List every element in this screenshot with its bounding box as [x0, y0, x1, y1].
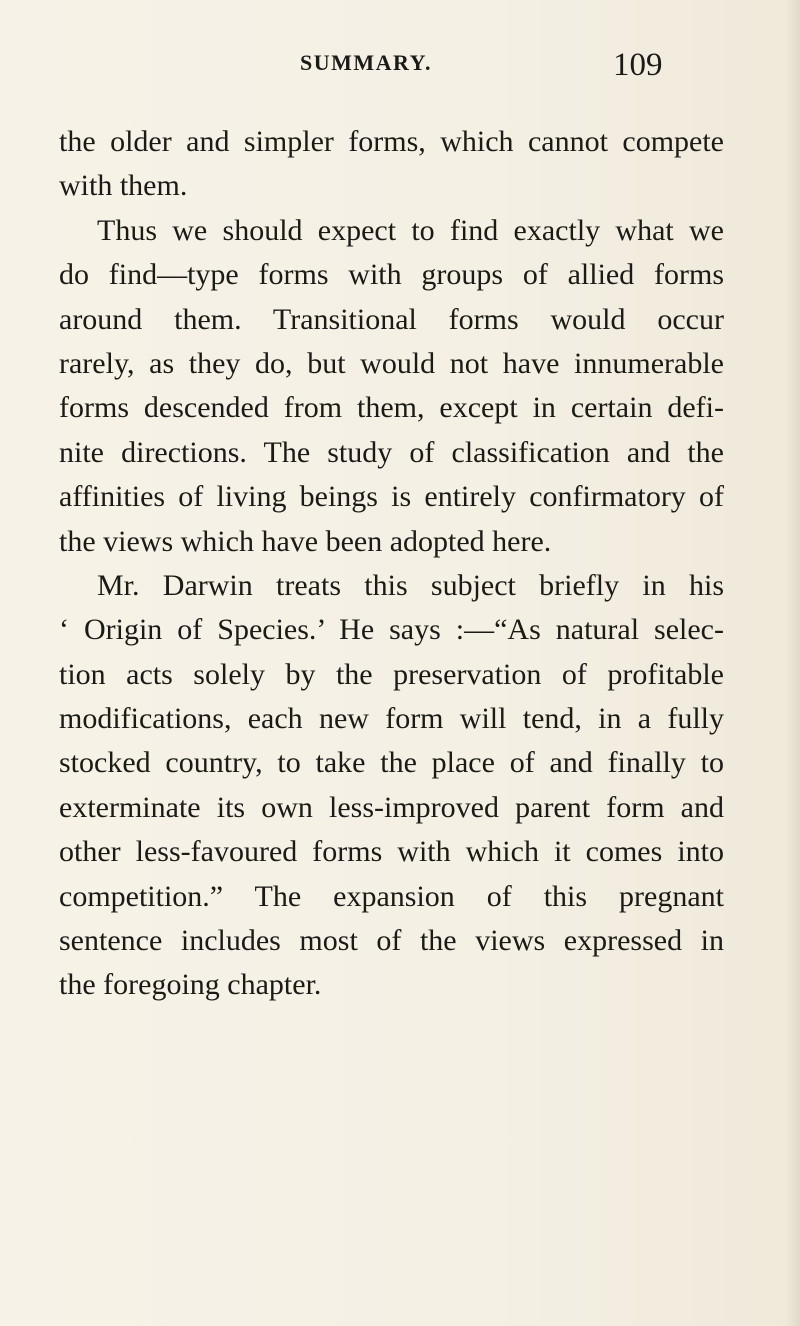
body-text — [59, 120, 724, 1008]
page-edge-shadow — [786, 0, 800, 1326]
page-number: 109 — [613, 47, 663, 83]
text-line: nite directions. The study of classification and the — [59, 435, 724, 469]
text-line: do find—type forms with groups of allied forms — [59, 258, 724, 292]
text-line: the older and simpler forms, which cannot compete — [59, 125, 724, 158]
text-line: ‘ Origin of Species.’ He says :—“As natural selec- — [59, 613, 724, 647]
text-line: stocked country, to take the place of and finally to — [59, 746, 724, 780]
text-line: sentence includes most of the views expressed in — [59, 924, 724, 958]
text-line: competition.” The expansion of this pregnant — [59, 879, 724, 913]
text-line: modifications, each new form will tend, in a fully — [59, 702, 724, 736]
text-line: tion acts solely by the preservation of profitable — [59, 657, 724, 691]
text-line: the views which have been adopted here. — [59, 524, 552, 558]
running-head: SUMMARY. — [300, 50, 433, 75]
text-line: forms descended from them, except in certain defi- — [59, 391, 724, 425]
text-line: around them. Transitional forms would occur — [59, 302, 724, 336]
text-line: other less-favoured forms with which it comes into — [59, 835, 724, 869]
text-line: exterminate its own less-improved parent form and — [59, 790, 724, 824]
text-line: affinities of living beings is entirely confirmatory of — [59, 480, 724, 514]
text-line: the foregoing chapter. — [59, 968, 322, 1002]
text-line: Mr. Darwin treats this subject briefly in his — [97, 568, 724, 602]
text-line: rarely, as they do, but would not have innumerable — [59, 346, 724, 380]
text-line: Thus we should expect to find exactly what we — [97, 213, 724, 247]
text-line: with them. — [59, 169, 188, 203]
